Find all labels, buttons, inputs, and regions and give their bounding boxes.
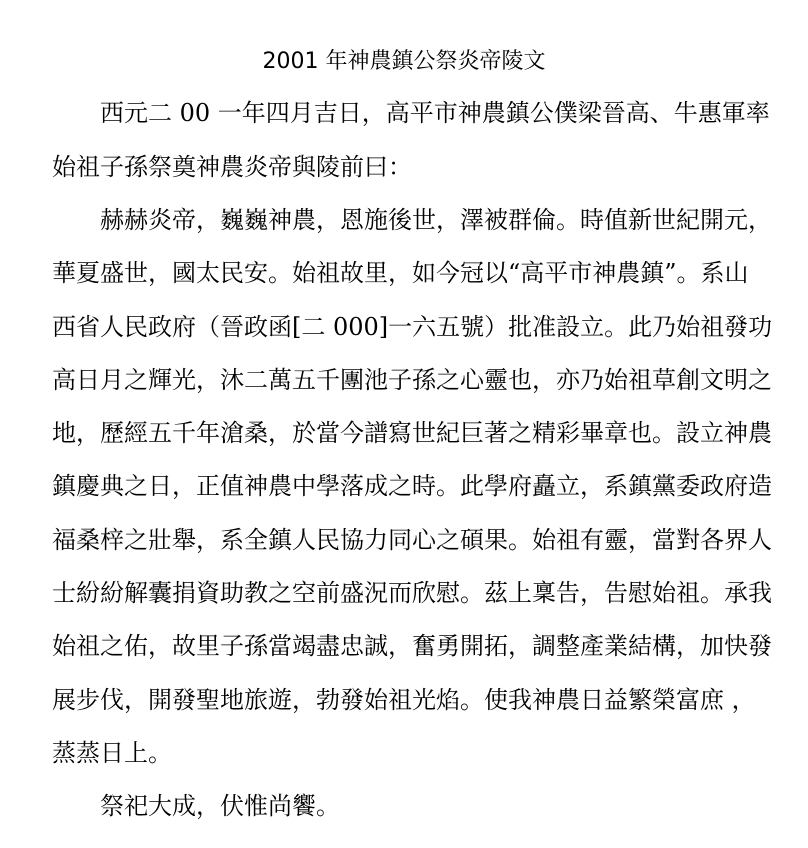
text-line: 展步伐，開發聖地旅遊，勃發始祖光焰。使我神農日益繁榮富庶 ， (52, 686, 756, 714)
text-line: 地，歷經五千年滄桑，於當今譜寫世紀巨著之精彩畢章也。設立神農 (52, 419, 772, 447)
text-line: 福桑梓之壯舉，系全鎮人民協力同心之碩果。始祖有靈，當對各界人 (52, 526, 772, 554)
text-line: 西省人民政府（晉政函[二 000]一六五號）批准設立。此乃始祖發功 (52, 313, 773, 341)
text-line: 始祖子孫祭奠神農炎帝與陵前曰： (52, 153, 412, 181)
text-line: 赫赫炎帝，巍巍神農，恩施後世，澤被群倫。時值新世紀開元， (100, 206, 772, 234)
text-line: 蒸蒸日上。 (52, 739, 172, 767)
text-line: 士紛紛解囊捐資助教之空前盛況而欣慰。茲上稟告，告慰始祖。承我 (52, 579, 772, 607)
text-line: 高日月之輝光，沐二萬五千團池子孫之心靈也，亦乃始祖草創文明之 (52, 366, 772, 394)
text-line: 華夏盛世，國太民安。始祖故里，如今冠以“高平市神農鎮”。系山 (52, 259, 749, 287)
text-line: 鎮慶典之日，正值神農中學落成之時。此學府矗立，系鎮黨委政府造 (52, 472, 772, 500)
text-line: 始祖之佑，故里子孫當竭盡忠誠，奮勇開拓，調整產業結構，加快發 (52, 632, 772, 660)
document-title: 2001 年神農鎮公祭炎帝陵文 (262, 49, 546, 74)
text-line: 祭祀大成，伏惟尚饗。 (100, 792, 340, 820)
text-line: 西元二 00 一年四月吉日，高平市神農鎮公僕梁晉高、牛惠軍率 (100, 99, 770, 127)
